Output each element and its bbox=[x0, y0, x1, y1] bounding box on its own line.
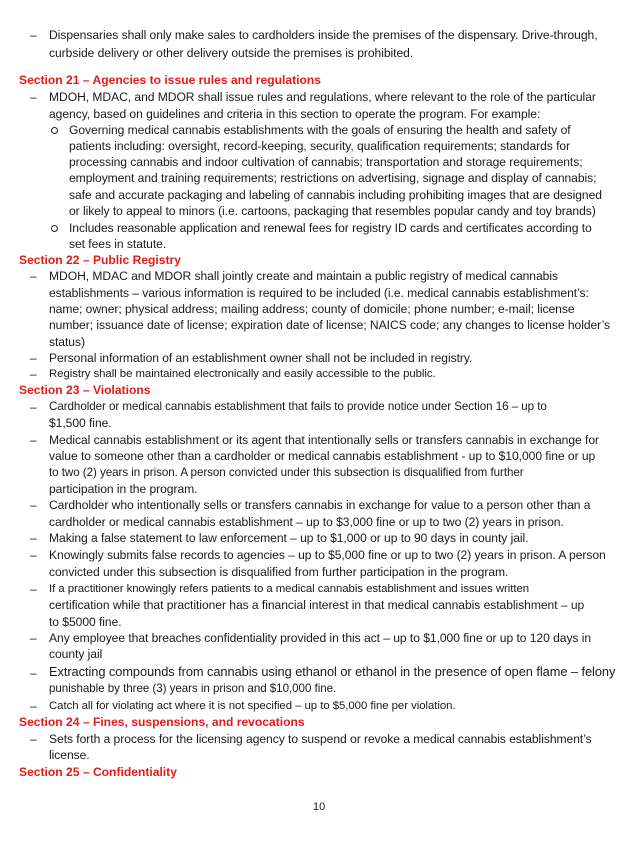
s23-bullet2-line: Medical cannabis establishment or its agent that intentionally sells or transfers cannabis in exchange for bbox=[49, 433, 599, 447]
s22-bullet1-line: MDOH, MDAC and MDOR shall jointly create and maintain a public registry of medical cannabis bbox=[49, 269, 558, 283]
bullet-dash: – bbox=[30, 631, 37, 645]
s23-bullet6-line: to $5000 fine. bbox=[49, 615, 122, 629]
section-23-heading: Section 23 – Violations bbox=[19, 383, 151, 397]
bullet-dash: – bbox=[30, 548, 37, 562]
s22-bullet1-line: establishments – various information is required to be included (i.e. medical cannabis establishment’s: bbox=[49, 286, 589, 300]
bullet-dash: – bbox=[30, 433, 37, 447]
s21-sub2-line: Includes reasonable application and renewal fees for registry ID cards and certificates according to bbox=[69, 221, 592, 235]
s23-bullet2-line: value to someone other than a cardholder or medical cannabis establishment - up to $10,000 fine or up bbox=[49, 449, 596, 463]
bullet-dash: – bbox=[30, 367, 37, 381]
bullet-dash: – bbox=[30, 699, 37, 713]
s23-bullet6-line: If a practitioner knowingly refers patients to a medical cannabis establishment and issues written bbox=[49, 583, 530, 595]
bullet-dash: – bbox=[30, 498, 37, 512]
s24-bullet1-line: license. bbox=[49, 748, 90, 762]
s23-bullet5-line: Knowingly submits false records to agencies – up to $5,000 fine or up to two (2) years in prison. A person bbox=[49, 548, 606, 562]
s21-bullet1-line: MDOH, MDAC, and MDOR shall issue rules and regulations, where relevant to the role of the particular bbox=[49, 90, 596, 104]
s23-bullet2-line: participation in the program. bbox=[49, 482, 198, 496]
s22-bullet1-line: name; owner; physical address; mailing address; county of domicile; phone number; e-mail; license bbox=[49, 302, 575, 316]
bullet-dash: – bbox=[30, 400, 37, 414]
section-25-heading: Section 25 – Confidentiality bbox=[19, 765, 177, 779]
bullet-dash: – bbox=[30, 666, 37, 680]
s23-bullet1-line: $1,500 fine. bbox=[49, 416, 112, 430]
s22-bullet3-line: Registry shall be maintained electronically and easily accessible to the public. bbox=[49, 368, 436, 380]
s23-bullet3-line: cardholder or medical cannabis establishment – up to $3,000 fine or up to two (2) years in prison. bbox=[49, 515, 564, 529]
sub-bullet-circle bbox=[51, 225, 58, 232]
bullet-dash: – bbox=[30, 351, 37, 365]
s23-bullet2-line: to two (2) years in prison. A person convicted under this subsection is disqualified from further bbox=[49, 466, 524, 479]
s21-sub1-line: processing cannabis and indoor cultivation of cannabis; transportation and storage requirements; bbox=[69, 155, 583, 169]
s23-bullet7-line: Any employee that breaches confidentiality provided in this act – up to $1,000 fine or up to 120 days in bbox=[49, 631, 592, 645]
s23-bullet3-line: Cardholder who intentionally sells or transfers cannabis in exchange for value to a person other than a bbox=[49, 498, 591, 512]
bullet-dash: – bbox=[30, 531, 37, 545]
s23-bullet1-line: Cardholder or medical cannabis establishment that fails to provide notice under Section 16 – up to bbox=[49, 400, 547, 413]
intro-line: curbside delivery or other delivery outside the premises is prohibited. bbox=[49, 46, 414, 60]
s21-sub2-line: set fees in statute. bbox=[69, 237, 167, 251]
s21-sub1-line: safe and accurate packaging and labeling of cannabis including prohibiting images that are designed bbox=[69, 188, 602, 202]
s23-bullet8-line: punishable by three (3) years in prison and $10,000 fine. bbox=[49, 682, 337, 695]
section-24-heading: Section 24 – Fines, suspensions, and revocations bbox=[19, 715, 305, 729]
s21-bullet1-line: agency, based on guidelines and criteria in this section to operate the program. For example: bbox=[49, 107, 541, 121]
s24-bullet1-line: Sets forth a process for the licensing agency to suspend or revoke a medical cannabis establishment’s bbox=[49, 732, 592, 746]
intro-line: Dispensaries shall only make sales to cardholders inside the premises of the dispensary. Drive-through, bbox=[49, 28, 598, 42]
section-21-heading: Section 21 – Agencies to issue rules and regulations bbox=[19, 73, 321, 87]
bullet-dash: – bbox=[30, 582, 37, 596]
s23-bullet5-line: convicted under this subsection is disqualified from further participation in the program. bbox=[49, 565, 509, 579]
bullet-dash: – bbox=[30, 732, 37, 746]
sub-bullet-circle bbox=[51, 127, 58, 134]
s22-bullet1-line: number; issuance date of license; expiration date of license; NAICS code; any changes to license holder’s bbox=[49, 318, 611, 332]
section-22-heading: Section 22 – Public Registry bbox=[19, 253, 181, 267]
bullet-dash: – bbox=[30, 269, 37, 283]
bullet-dash: – bbox=[30, 90, 37, 104]
s22-bullet1-line: status) bbox=[49, 335, 85, 349]
s21-sub1-line: employment and training requirements; restrictions on advertising, signage and display of cannabis; bbox=[69, 171, 597, 185]
s23-bullet6-line: certification while that practitioner has a financial interest in that medical cannabis establishment – up bbox=[49, 598, 585, 612]
s23-bullet7-line: county jail bbox=[49, 647, 103, 661]
s21-sub1-line: patients including: oversight, record-keeping, security, qualification requirements; standards for bbox=[69, 139, 571, 153]
s23-bullet9-line: Catch all for violating act where it is not specified – up to $5,000 fine per violation. bbox=[49, 700, 456, 712]
s23-bullet4-line: Making a false statement to law enforcement – up to $1,000 or up to 90 days in county jail. bbox=[49, 531, 529, 545]
s22-bullet2-line: Personal information of an establishment owner shall not be included in registry. bbox=[49, 351, 473, 365]
page-number: 10 bbox=[313, 801, 326, 813]
bullet-dash: – bbox=[30, 28, 37, 42]
s21-sub1-line: Governing medical cannabis establishments with the goals of ensuring the health and safety of bbox=[69, 123, 571, 137]
s23-bullet8-line: Extracting compounds from cannabis using ethanol or ethanol in the presence of open flame – felony bbox=[49, 664, 616, 679]
s21-sub1-line: or likely to appeal to minors (i.e. cartoons, packaging that resembles popular candy and toy brands) bbox=[69, 204, 596, 218]
